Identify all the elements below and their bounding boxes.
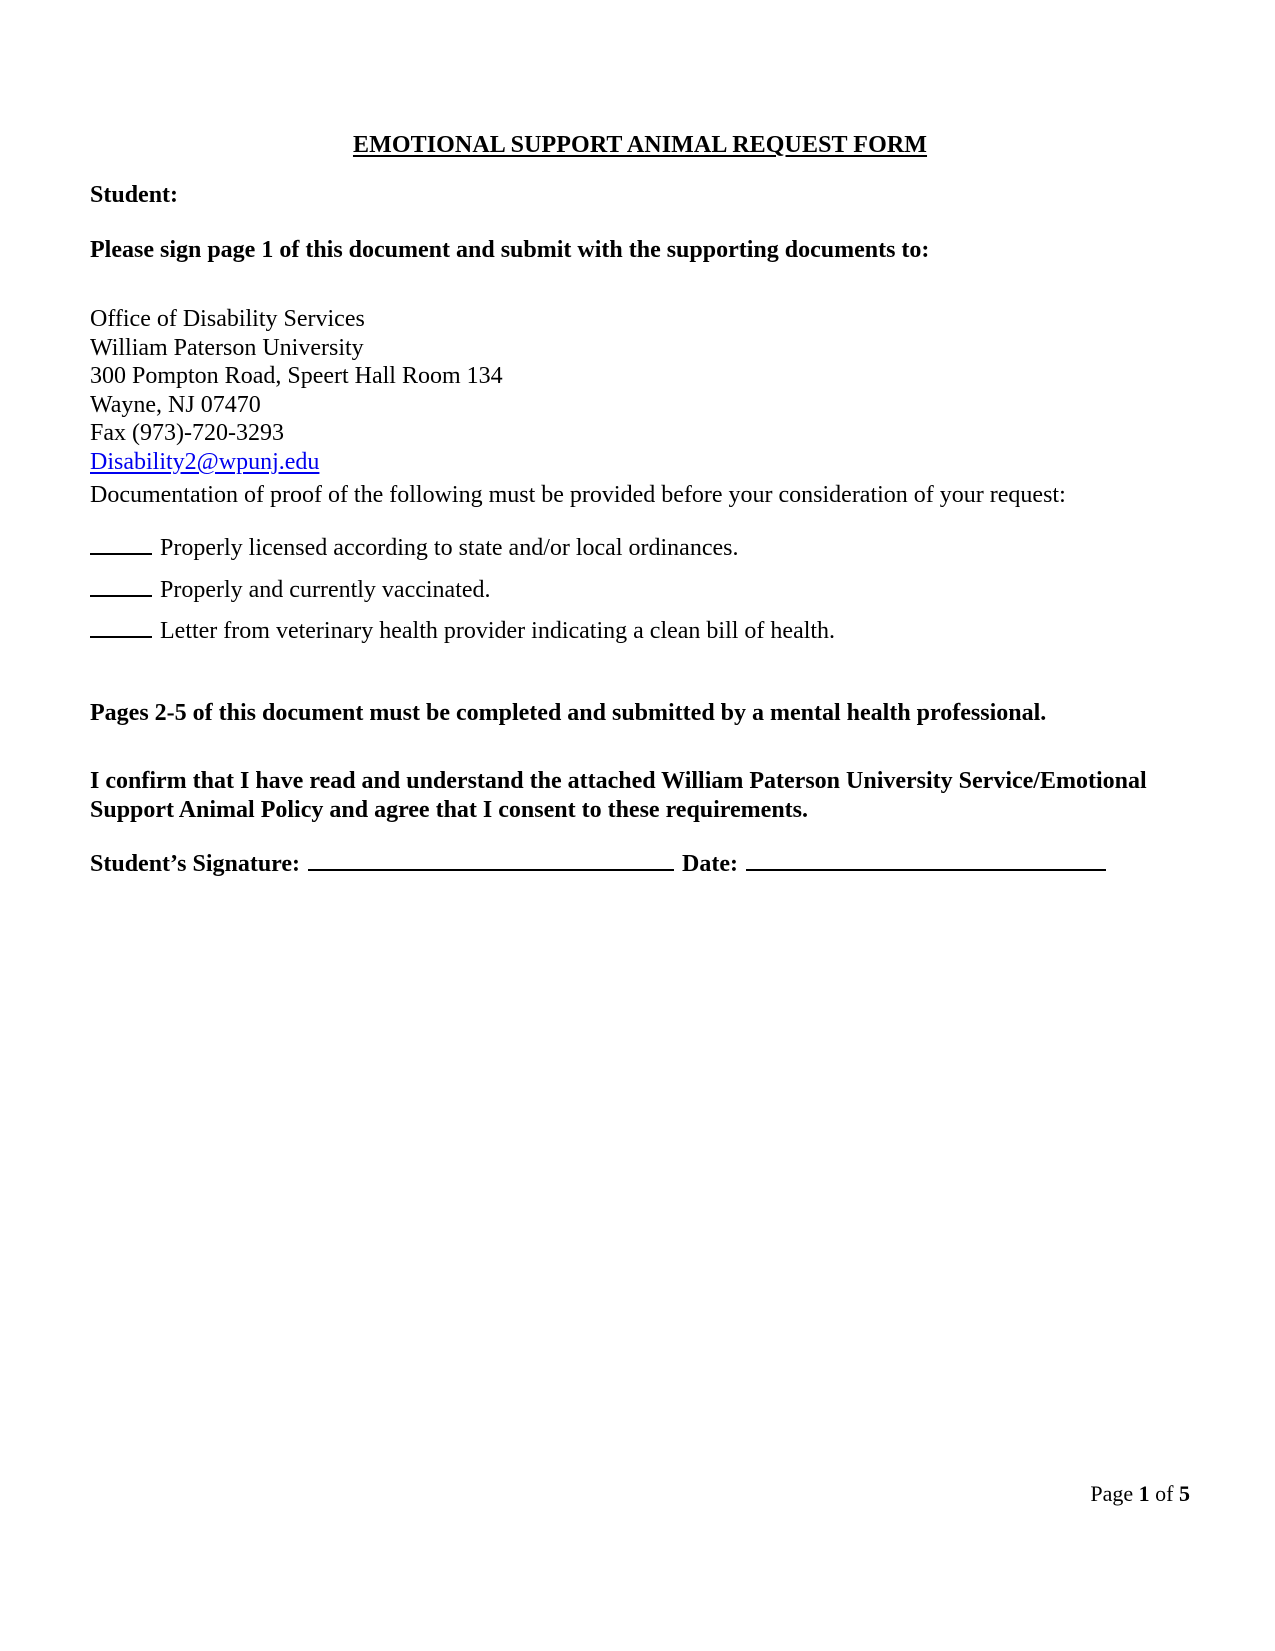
- address-line-university: William Paterson University: [90, 334, 364, 361]
- document-title: EMOTIONAL SUPPORT ANIMAL REQUEST FORM: [352, 132, 928, 158]
- signature-row: [90, 849, 1106, 878]
- signature-label: Student’s Signature:: [90, 851, 301, 877]
- signature-field[interactable]: [308, 849, 674, 871]
- email-link[interactable]: Disability2@wpunj.edu: [90, 448, 320, 475]
- footer-total-pages: 5: [1179, 1481, 1190, 1506]
- checklist-item: [90, 618, 835, 645]
- checklist-item-text: Properly licensed according to state and/or local ordinances.: [160, 535, 739, 561]
- checklist-blank[interactable]: [90, 577, 152, 597]
- address-line-street: 300 Pompton Road, Speert Hall Room 134: [90, 363, 503, 389]
- footer-current-page: 1: [1138, 1481, 1150, 1506]
- checklist-item-text: Letter from veterinary health provider indicating a clean bill of health.: [160, 618, 836, 644]
- document-page: [90, 0, 1190, 1651]
- footer-page-word: Page: [1090, 1481, 1134, 1506]
- checklist-item-text: Properly and currently vaccinated.: [160, 577, 491, 603]
- address-line-city: Wayne, NJ 07470: [90, 391, 261, 418]
- page-footer: [1090, 1481, 1190, 1507]
- address-fax: Fax (973)-720-3293: [90, 420, 284, 446]
- student-label: Student:: [90, 182, 179, 208]
- date-field[interactable]: [746, 849, 1106, 871]
- mailing-address: [90, 305, 503, 476]
- checklist-item: [90, 577, 491, 604]
- footer-of-word: of: [1155, 1481, 1174, 1506]
- checklist-blank[interactable]: [90, 618, 152, 638]
- checklist-blank[interactable]: [90, 535, 152, 555]
- pages-note: Pages 2-5 of this document must be completed and submitted by a mental health professional.: [90, 700, 1047, 726]
- instruction-text: Please sign page 1 of this document and submit with the supporting documents to:: [90, 237, 930, 263]
- checklist-item: [90, 535, 738, 562]
- address-line-office: Office of Disability Services: [90, 306, 365, 332]
- documentation-intro: Documentation of proof of the following must be provided before your consideration of your request:: [90, 482, 1066, 508]
- confirmation-statement: I confirm that I have read and understand the attached William Paterson University Service/Emotional Support Animal Policy and agree that I consent to these requirements.: [90, 768, 1147, 823]
- date-label: Date:: [682, 851, 739, 877]
